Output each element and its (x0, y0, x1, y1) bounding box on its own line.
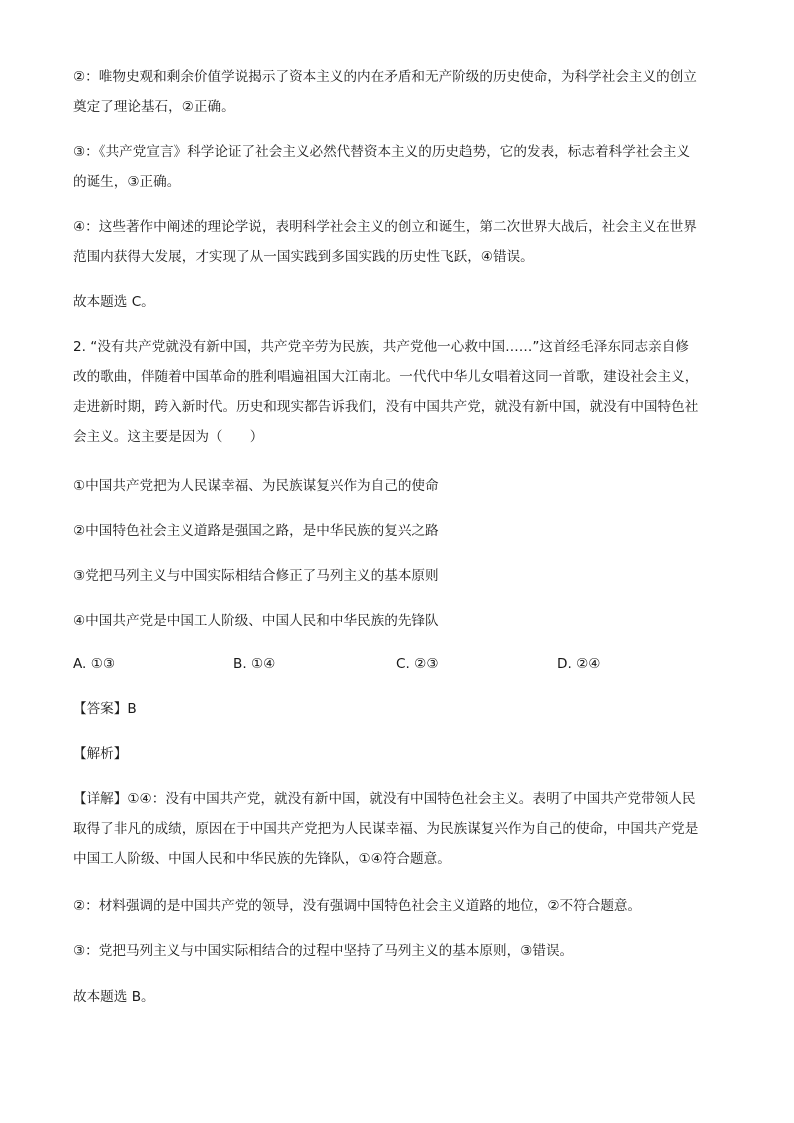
statement-1 (73, 471, 721, 501)
text-line: ④中国共产党是中国工人阶级、中国人民和中华民族的先锋队 (73, 613, 439, 629)
text-line: 范围内获得大发展，才实现了从一国实践到多国实践的历史性飞跃，④错误。 (73, 249, 534, 265)
text-line: 的诞生，③正确。 (73, 174, 181, 190)
analysis-text: 【解析】 (73, 746, 128, 762)
conclusion-line (73, 287, 721, 317)
text-line: 【详解】①④：没有中国共产党，就没有新中国，就没有中国特色社会主义。表明了中国共产党带领人民 (73, 791, 696, 807)
text-line: ②：唯物史观和剩余价值学说揭示了资本主义的内在矛盾和无产阶级的历史使命，为科学社会主义的创立 (73, 69, 697, 85)
detail-point-2 (73, 891, 721, 921)
text-line: 故本题选 B。 (73, 989, 155, 1005)
answer-text: 【答案】B (73, 701, 137, 717)
text-line: ②：材料强调的是中国共产党的领导，没有强调中国特色社会主义道路的地位，②不符合题意。 (73, 898, 642, 914)
text-line: 中国工人阶级、中国人民和中华民族的先锋队，①④符合题意。 (73, 851, 451, 867)
statement-3 (73, 561, 721, 591)
text-line: ④：这些著作中阐述的理论学说，表明科学社会主义的创立和诞生，第二次世界大战后，社会主义在世界 (73, 219, 697, 235)
statement-4 (73, 606, 721, 636)
detail-paragraph (73, 784, 721, 874)
text-line: ③：《共产党宣言》科学论证了社会主义必然代替资本主义的历史趋势，它的发表，标志着科学社会主义 (73, 144, 691, 160)
text-line: 改的歌曲，伴随着中国革命的胜利唱遍祖国大江南北。一代代中华儿女唱着这同一首歌，建设社会主义， (73, 369, 699, 385)
analysis-point-4 (73, 212, 721, 272)
analysis-point-2 (73, 62, 721, 122)
question-2-stem (73, 332, 721, 452)
option-b: B. ①④ (233, 656, 276, 672)
text-line: 走进新时期，跨入新时代。历史和现实都告诉我们，没有中国共产党，就没有新中国，就没有中国特色社 (73, 399, 699, 415)
text-line: 奠定了理论基石，②正确。 (73, 99, 235, 115)
text-line: 2. “没有共产党就没有新中国，共产党辛劳为民族，共产党他一心救中国……”这首经毛泽东同志亲自修 (73, 339, 689, 355)
option-d: D. ②④ (557, 656, 601, 672)
analysis-heading (73, 739, 721, 769)
text-line: 故本题选 C。 (73, 294, 155, 310)
option-c: C. ②③ (396, 656, 439, 672)
statement-2 (73, 516, 721, 546)
text-line: ③：党把马列主义与中国实际相结合的过程中坚持了马列主义的基本原则，③错误。 (73, 943, 574, 959)
text-line: 取得了非凡的成绩，原因在于中国共产党把为人民谋幸福、为民族谋复兴作为自己的使命，中国共产党是 (73, 821, 699, 837)
conclusion-line (73, 982, 721, 1012)
text-line: ③党把马列主义与中国实际相结合修正了马列主义的基本原则 (73, 568, 439, 584)
analysis-point-3 (73, 137, 721, 197)
answer-line (73, 694, 721, 724)
option-a: A. ①③ (73, 656, 116, 672)
text-line: ②中国特色社会主义道路是强国之路，是中华民族的复兴之路 (73, 523, 439, 539)
text-line: 会主义。这主要是因为（ ） (73, 429, 264, 445)
detail-point-3 (73, 936, 721, 966)
text-line: ①中国共产党把为人民谋幸福、为民族谋复兴作为自己的使命 (73, 478, 439, 494)
